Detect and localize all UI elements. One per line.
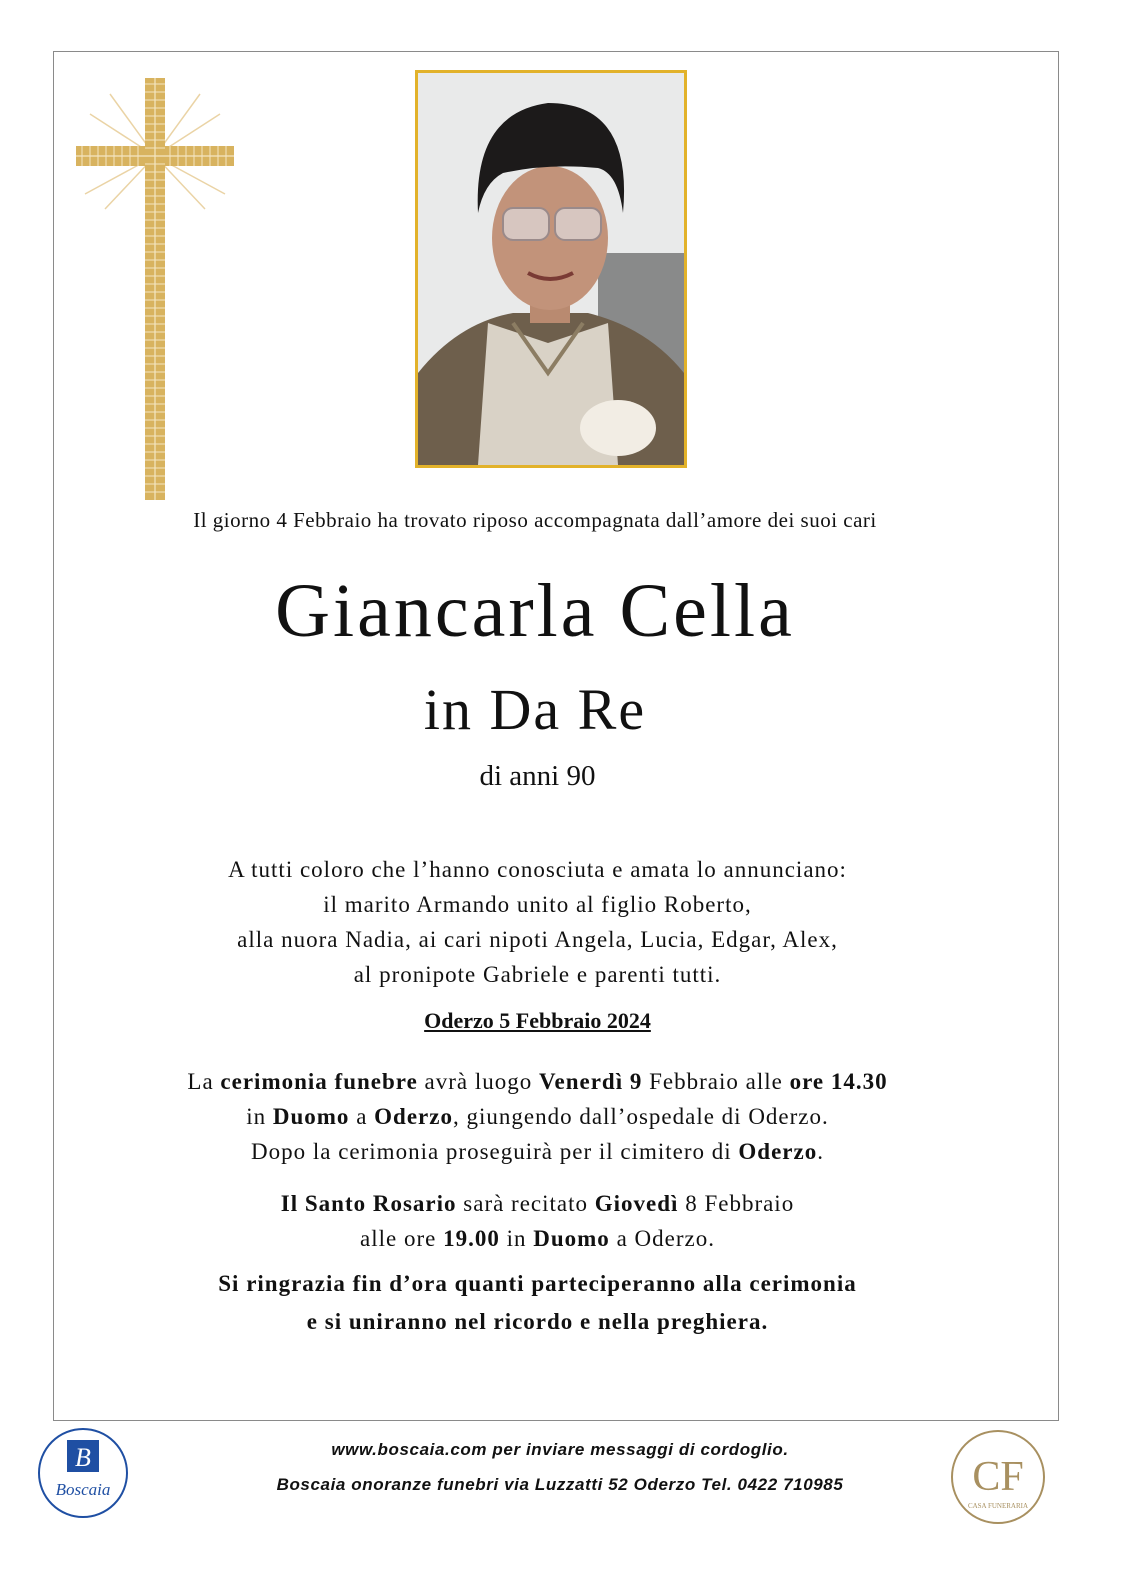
casa-funeraria-logo-letters: CF [972, 1454, 1024, 1500]
married-name: in Da Re [423, 677, 647, 742]
announcement [0, 852, 1075, 992]
casa-funeraria-logo [949, 1428, 1047, 1526]
cross-icon [70, 74, 240, 504]
announcement-line: il marito Armando unito al figlio Roberto, [323, 892, 752, 917]
announcement-line: al pronipote Gabriele e parenti tutti. [353, 962, 722, 987]
ceremony-line-1: La cerimonia funebre avrà luogo Venerdì 9 Febbraio alle ore 14.30 [187, 1069, 888, 1094]
thanks-line: Si ringrazia fin d’ora quanti parteciperanno alla cerimonia [218, 1271, 857, 1296]
thanks-text [0, 1265, 1075, 1341]
footer-website-line: www.boscaia.com per inviare messaggi di cordoglio. [331, 1440, 789, 1459]
boscaia-logo-text: Boscaia [55, 1480, 111, 1499]
ceremony-info [0, 1064, 1075, 1169]
announcement-line: alla nuora Nadia, ai cari nipoti Angela, Lucia, Edgar, Alex, [237, 927, 838, 952]
rosary-line-2: alle ore 19.00 in Duomo a Oderzo. [360, 1226, 715, 1251]
thanks-line: e si uniranno nel ricordo e nella preghiera. [306, 1309, 769, 1334]
footer-address-line: Boscaia onoranze funebri via Luzzatti 52 Oderzo Tel. 0422 710985 [276, 1475, 844, 1494]
boscaia-logo-letter: B [75, 1443, 91, 1472]
place-date: Oderzo 5 Febbraio 2024 [424, 1008, 651, 1033]
ceremony-line-2: in Duomo a Oderzo, giungendo dall’ospedale di Oderzo. [246, 1104, 829, 1129]
rosary-info [0, 1186, 1075, 1256]
announcement-line: A tutti coloro che l’hanno conosciuta e amata lo annunciano: [228, 857, 847, 882]
ceremony-line-3: Dopo la cerimonia proseguirà per il cimitero di Oderzo. [251, 1139, 824, 1164]
rosary-line-1: Il Santo Rosario sarà recitato Giovedì 8 Febbraio [280, 1191, 795, 1216]
age-text: di anni 90 [479, 760, 596, 792]
intro-text: Il giorno 4 Febbraio ha trovato riposo accompagnata dall’amore dei suoi cari [193, 508, 877, 532]
casa-funeraria-logo-text: CASA FUNERARIA [967, 1502, 1029, 1510]
deceased-name: Giancarla Cella [275, 569, 795, 653]
boscaia-logo [37, 1427, 129, 1519]
portrait-photo [415, 70, 687, 468]
